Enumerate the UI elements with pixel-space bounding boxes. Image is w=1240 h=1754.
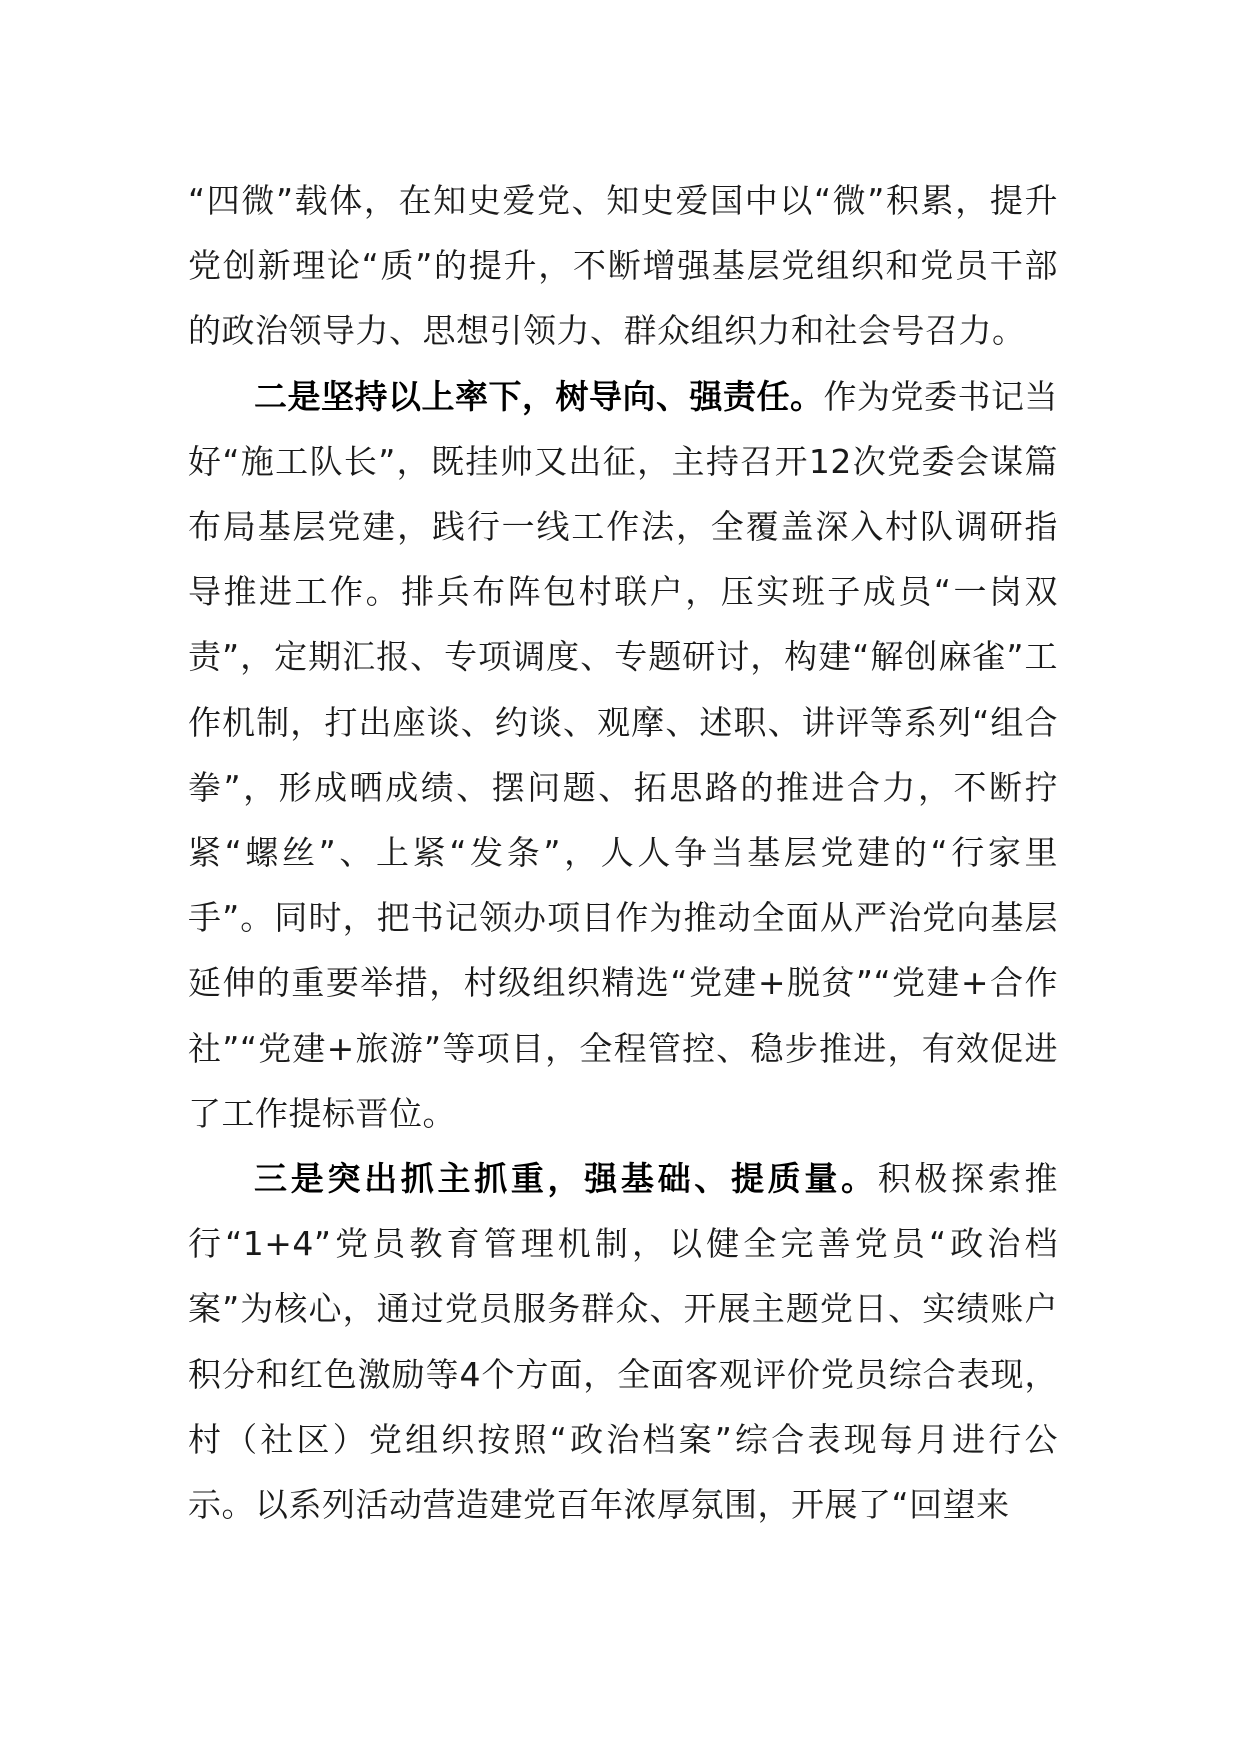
paragraph-continuation: “四微”载体，在知史爱党、知史爱国中以“微”积累，提升党创新理论“质”的提升，不断增强基层党组织和党员干部的政治领导力、思想引领力、群众组织力和社会号召力。 (188, 181, 1058, 351)
paragraph-point-two (188, 364, 1058, 1146)
point-two-heading: 二是坚持以上率下，树导向、强责任。 (254, 376, 824, 416)
point-two-body: 作为党委书记当好“施工队长”，既挂帅又出征，主持召开12次党委会谋篇布局基层党建，践行一线工作法，全覆盖深入村队调研指导推进工作。排兵布阵包村联户，压实班子成员“一岗双责”，定期汇报、专项调度、专题研讨，构建“解创麻雀”工作机制，打出座谈、约谈、观摩、述职、讲评等系列“组合拳”，形成晒成绩、摆问题、拓思路的推进合力，不断拧紧“螺丝”、上紧“发条”，人人争当基层党建的“行家里手”。同时，把书记领办项目作为推动全面从严治党向基层延伸的重要举措，村级组织精选“党建+脱贫”“党建+合作社”“党建+旅游”等项目，全程管控、稳步推进，有效促进了工作提标晋位。 (188, 376, 1058, 1133)
point-three-body: 积极探索推行“1+4”党员教育管理机制，以健全完善党员“政治档案”为核心，通过党员服务群众、开展主题党日、实绩账户积分和红色激励等4个方面，全面客观评价党员综合表现，村（社区）党组织按照“政治档案”综合表现每月进行公示。以系列活动营造建党百年浓厚氛围，开展了“回望来 (188, 1159, 1059, 1525)
paragraph-point-three (188, 1146, 1058, 1537)
point-three-heading: 三是突出抓主抓重，强基础、提质量。 (254, 1159, 878, 1199)
document-body (188, 168, 1058, 1537)
